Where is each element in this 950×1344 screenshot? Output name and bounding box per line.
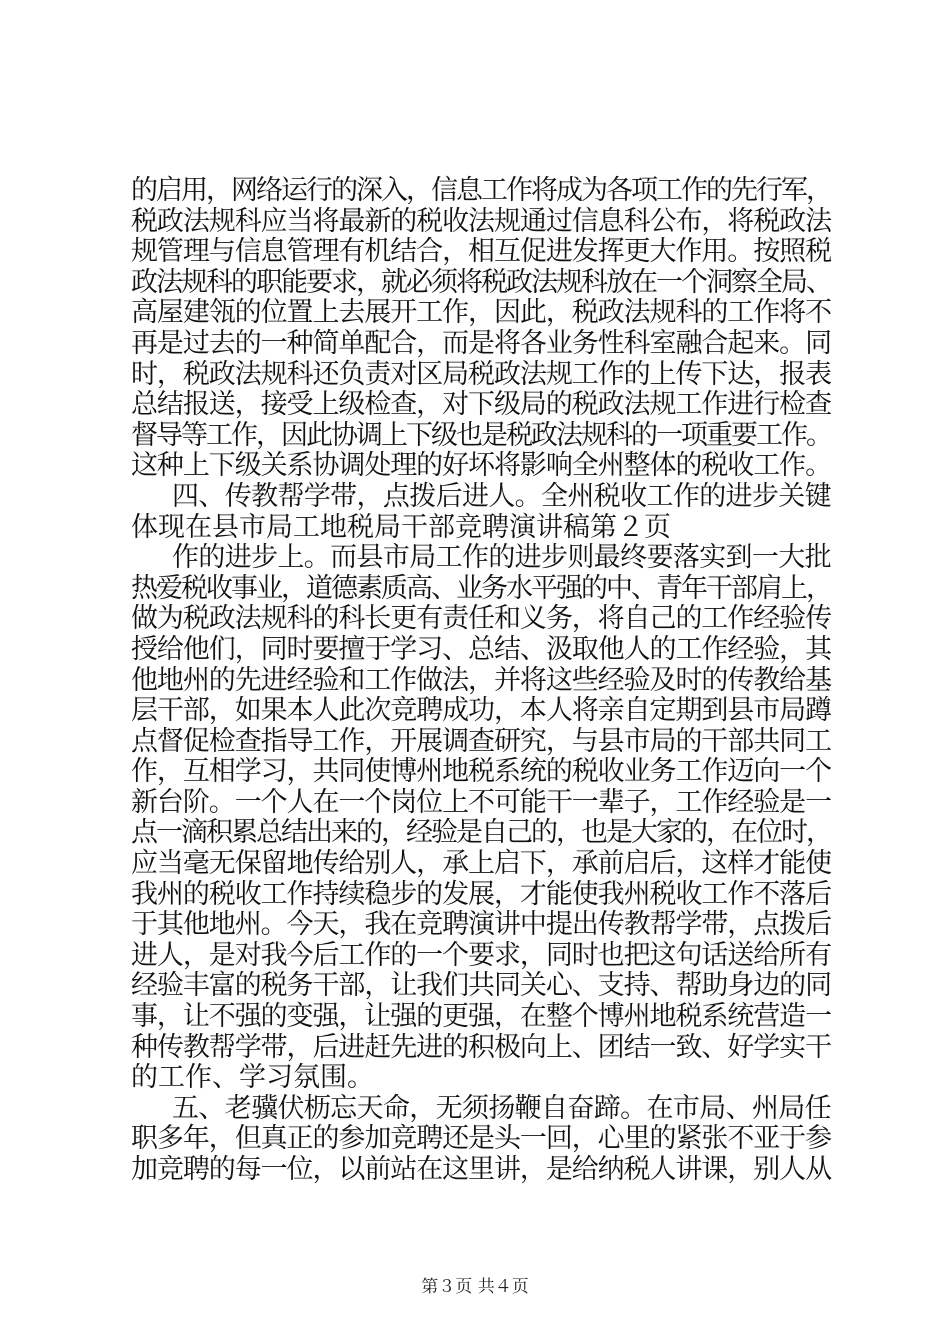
text-line: 职多年，但真正的参加竞聘还是头一回，心里的紧张不亚于参 — [131, 1123, 831, 1155]
text-line: 高屋建瓴的位置上去展开工作，因此，税政法规科的工作将不 — [131, 297, 831, 329]
page-footer: 第３页 共４页 — [421, 1277, 529, 1297]
text-line: 时，税政法规科还负责对区局税政法规工作的上传下达，报表 — [131, 358, 831, 390]
text-line: 五、老骥伏枥忘天命，无须扬鞭自奋蹄。在市局、州局任 — [172, 1092, 831, 1124]
text-line: 这种上下级关系协调处理的好坏将影响全州整体的税收工作。 — [131, 450, 831, 482]
text-line: 进人，是对我今后工作的一个要求，同时也把这句话送给所有 — [131, 939, 831, 971]
text-line: 层干部，如果本人此次竞聘成功，本人将亲自定期到县市局蹲 — [131, 695, 831, 727]
text-line: 经验丰富的税务干部，让我们共同关心、支持、帮助身边的同 — [131, 970, 831, 1002]
text-line: 的启用，网络运行的深入，信息工作将成为各项工作的先行军， — [131, 175, 831, 206]
text-line: 事，让不强的变强，让强的更强，在整个博州地税系统营造一 — [131, 1001, 831, 1033]
text-line: 的工作、学习氛围。 — [131, 1062, 374, 1094]
text-line: 点一滴积累总结出来的，经验是自己的，也是大家的，在位时， — [131, 817, 831, 849]
text-line: 总结报送，接受上级检查，对下级局的税政法规工作进行检查 — [131, 389, 831, 421]
text-line: 作的进步上。而县市局工作的进步则最终要落实到一大批 — [172, 542, 831, 574]
text-line: 做为税政法规科的科长更有责任和义务，将自己的工作经验传 — [131, 603, 831, 635]
text-line: 点督促检查指导工作，开展调查研究，与县市局的干部共同工 — [131, 725, 831, 757]
text-line: 作，互相学习，共同使博州地税系统的税收业务工作迈向一个 — [131, 756, 831, 788]
text-line: 规管理与信息管理有机结合，相互促进发挥更大作用。按照税 — [131, 236, 831, 268]
text-line: 于其他地州。今天，我在竞聘演讲中提出传教帮学带，点拨后 — [131, 909, 831, 941]
text-line: 加竞聘的每一位，以前站在这里讲，是给纳税人讲课，别人从 — [131, 1154, 831, 1185]
text-line: 督导等工作，因此协调上下级也是税政法规科的一项重要工作。 — [131, 419, 831, 451]
text-line: 新台阶。一个人在一个岗位上不可能干一辈子，工作经验是一 — [131, 786, 831, 818]
text-line: 授给他们，同时要擅于学习、总结、汲取他人的工作经验，其 — [131, 633, 831, 665]
text-line: 应当毫无保留地传给别人，承上启下，承前启后，这样才能使 — [131, 848, 831, 880]
text-line: 四、传教帮学带，点拨后进人。全州税收工作的进步关键 — [172, 480, 831, 512]
text-line: 税政法规科应当将最新的税收法规通过信息科公布，将税政法 — [131, 205, 831, 237]
document-body — [131, 176, 831, 1186]
text-line: 热爱税收事业，道德素质高、业务水平强的中、青年干部肩上， — [131, 572, 831, 604]
text-line: 政法规科的职能要求，就必须将税政法规科放在一个洞察全局、 — [131, 266, 831, 298]
text-line: 他地州的先进经验和工作做法，并将这些经验及时的传教给基 — [131, 664, 831, 696]
text-line: 我州的税收工作持续稳步的发展，才能使我州税收工作不落后 — [131, 878, 831, 910]
text-line: 体现在县市局工地税局干部竞聘演讲稿第２页 — [131, 511, 671, 543]
text-line: 种传教帮学带，后进赶先进的积极向上、团结一致、好学实干 — [131, 1031, 831, 1063]
text-line: 再是过去的一种简单配合，而是将各业务性科室融合起来。同 — [131, 327, 831, 359]
